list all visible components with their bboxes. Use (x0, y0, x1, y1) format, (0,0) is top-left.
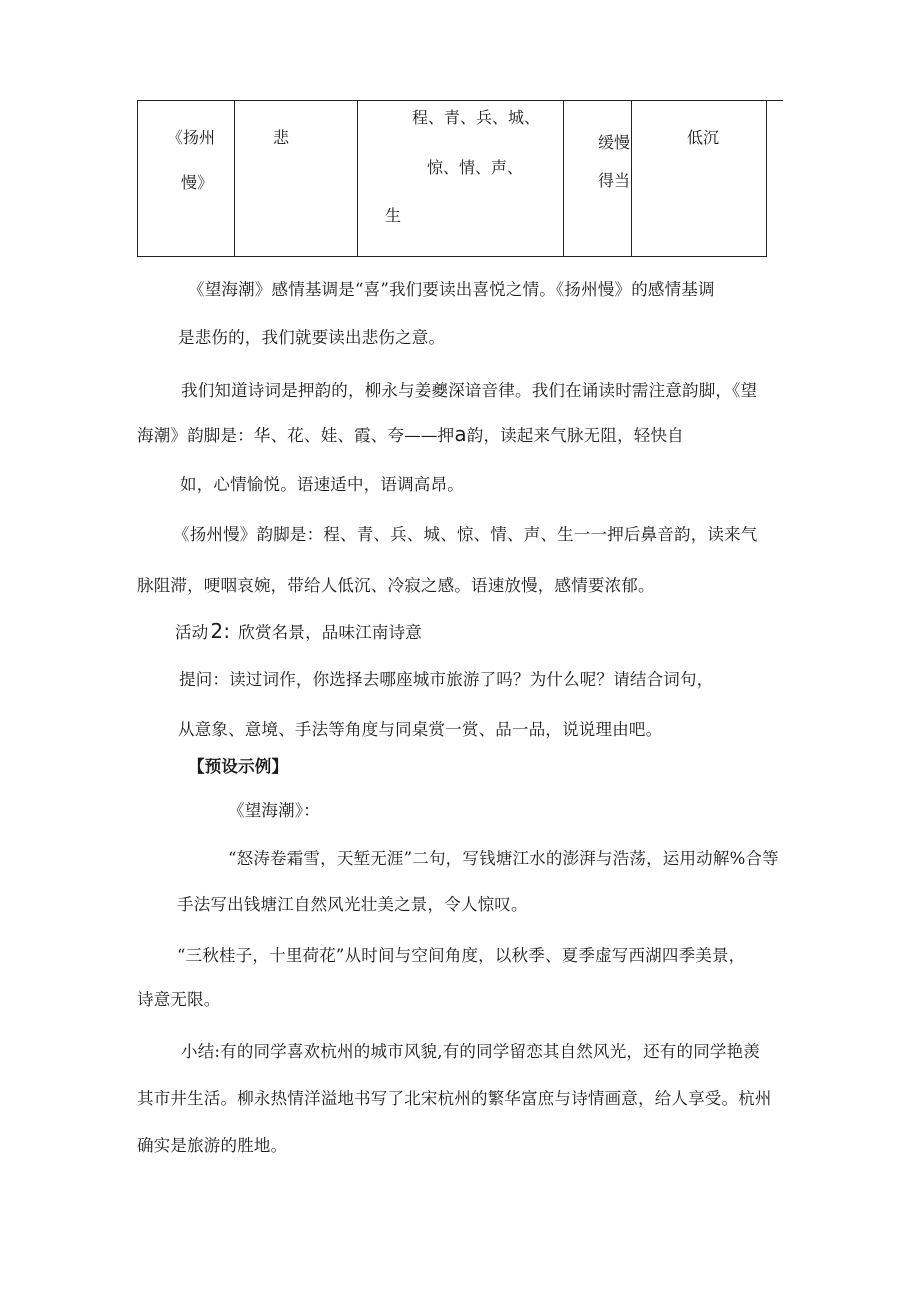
paragraph-line: 如，心情愉悦。语速适中，语调高昂。 (180, 475, 464, 494)
paragraph-line: 确实是旅游的胜地。 (137, 1136, 288, 1155)
paragraph-line: 提问：读过词作，你选择去哪座城市旅游了吗？为什么呢？请结合词句， (179, 670, 714, 689)
cell-rhyme-line3: 生 (385, 206, 402, 225)
paragraph-line: 《望海潮》感情基调是“喜”我们要读出喜悦之情。《扬州慢》的感情基调 (188, 280, 715, 299)
table-col-border (137, 100, 138, 257)
activity-title: 欣赏名景，品味江南诗意 (238, 623, 422, 642)
paragraph-line (137, 423, 684, 447)
cell-rhyme-line2: 惊、情、声、 (427, 158, 524, 177)
table-col-border (563, 100, 564, 257)
poem-title: 《望海潮》： (228, 801, 320, 820)
activity-number: 2: (210, 619, 231, 643)
cell-title-line2: 慢》 (181, 173, 214, 192)
cell-speed-line1: 缓慢 (598, 133, 631, 152)
paragraph-line: 《扬州慢》韵脚是：程、青、兵、城、惊、情、声、生一一押后鼻音韵，读来气 (173, 525, 758, 544)
cell-title-line1: 《扬州 (167, 128, 216, 147)
text-segment: 海潮》韵脚是：华、花、娃、霞、夸——押 (137, 426, 455, 445)
activity-label: 活动 (175, 623, 209, 642)
paragraph-line: 是悲伤的，我们就要读出悲伤之意。 (178, 328, 446, 347)
cell-speed-line2: 得当 (598, 171, 631, 190)
cell-rhyme-line1: 程、青、兵、城、 (412, 108, 541, 127)
activity-heading (175, 620, 422, 644)
paragraph-line: 脉阻滞，哽咽哀婉，带给人低沉、冷寂之感。语速放慢，感情要浓郁。 (137, 576, 655, 595)
table-col-border (766, 100, 767, 257)
paragraph-line: 手法写出钱塘江自然风光壮美之景，令人惊叹。 (177, 895, 528, 914)
paragraph-line: “怒涛卷霜雪，天堑无涯”二句，写钱塘江水的澎湃与浩荡，运用动解%合等 (228, 849, 779, 868)
table-col-border (234, 100, 235, 257)
cell-emotion: 悲 (273, 128, 290, 147)
rhyme-letter: a (454, 422, 467, 446)
section-heading: 【预设示例】 (188, 757, 289, 776)
paragraph-line: 其市井生活。柳永热情洋溢地书写了北宋杭州的繁华富庶与诗情画意，给人享受。杭州 (137, 1089, 772, 1108)
table-col-border (357, 100, 358, 257)
text-segment: 韵，读起来气脉无阻，轻快自 (466, 426, 684, 445)
cell-tone: 低沉 (687, 128, 720, 147)
paragraph-line: “三秋桂子，十里荷花”从时间与空间角度，以秋季、夏季虚写西湖四季美景， (177, 946, 746, 965)
paragraph-line: 诗意无限。 (137, 990, 221, 1009)
paragraph-line: 从意象、意境、手法等角度与同桌赏一赏、品一品，说说理由吧。 (178, 720, 663, 739)
paragraph-line: 小结:有的同学喜欢杭州的城市风貌,有的同学留恋其自然风光，还有的同学艳羡 (181, 1042, 761, 1061)
table-bottom-border (137, 256, 767, 257)
table-col-border (631, 100, 632, 257)
paragraph-line: 我们知道诗词是押韵的，柳永与姜夔深谙音律。我们在诵读时需注意韵脚，《望 (181, 381, 758, 400)
